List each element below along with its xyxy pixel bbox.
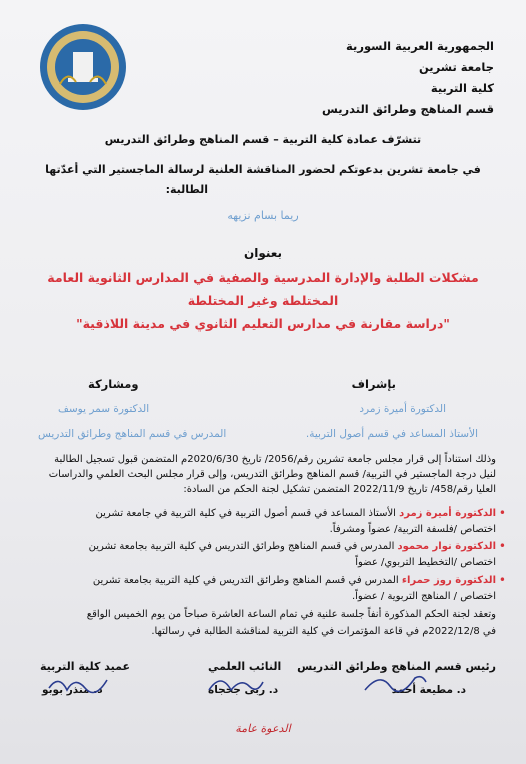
student-label: الطالبة: [165,183,208,196]
signature-name-vice-dean: د. ربى جحجاه [208,684,279,696]
session-line2: في 2022/12/8م في قاعة المؤتمرات في كلية التربية لمناقشة الطالبة في رسالتها. [151,626,496,637]
supervisor-role: الأستاذ المساعد في قسم أصول التربية. [305,428,478,440]
decision-line1: وذلك استناداً إلى قرار مجلس جامعة تشرين رقم/2056/ تاريخ 2020/6/30م المتضمن قبول تسجيل الطالبة [54,454,496,465]
title-label: بعنوان [243,246,283,260]
co-supervisor-name: الدكتورة سمر يوسف [58,403,150,415]
signature-name-department-head: د. مطيعة أحمد [391,684,466,696]
institution-header [284,36,494,120]
member-role: المدرس في قسم المناهج وطرائق التدريس في كلية التربية بجامعة تشرين [92,575,402,586]
honor-line: تتشرّف عمادة كلية التربية – قسم المناهج وطرائق التدريس [104,133,422,146]
footer-note: الدعوة عامة [235,722,291,735]
session-line1: وتعقد لجنة الحكم المذكورة أنفاً جلسة علنية في تمام الساعة العاشرة صباحاً من يوم الخميس الواقع [86,609,496,620]
header-country: الجمهورية العربية السورية [346,39,494,53]
member-specialty: اختصاص /فلسفة التربية/ عضواً ومشرفاً. [329,524,496,535]
thesis-title-line3: "دراسة مقارنة في مدارس التعليم الثانوي في مدينة اللاذقية" [76,316,450,331]
header-department: قسم المناهج وطرائق التدريس [321,102,494,116]
decision-line3: العليا رقم/458/ تاريخ 2022/11/9 المتضمن تشكيل لجنة الحكم من السادة: [183,484,496,495]
signature-title-vice-dean: النائب العلمي [208,660,282,673]
signature-title-department-head: رئيس قسم المناهج وطرائق التدريس [297,660,496,673]
thesis-title-line2: المختلطة وغير المختلطة [187,293,339,308]
bullet-icon: • [498,573,506,587]
university-logo-icon [38,22,128,112]
member-name: الدكتورة أميرة زمرد [399,508,496,519]
member-specialty: اختصاص /التخطيط التربوي/ عضواً [355,557,496,568]
signature-title-dean: عميد كلية التربية [40,660,130,673]
co-supervisor-role: المدرس في قسم المناهج وطرائق التدريس [38,428,227,440]
handwritten-signature-icon [205,670,265,700]
committee-member [24,506,506,538]
member-role: الأستاذ المساعد في قسم أصول التربية في كلية التربية في جامعة تشرين [95,508,400,519]
committee-member [24,539,506,571]
signature-name-dean: د. منذر بوبو [42,684,103,696]
bullet-icon: • [498,506,506,520]
thesis-title-line1: مشكلات الطلبة والإدارة المدرسية والصفية في المدارس الثانوية العامة [47,270,479,285]
decision-line2: لنيل درجة الماجستير في التربية/ قسم المناهج وطرائق التدريس، وإلى قرار مجلس البحث العلمي والدراسات [48,469,496,480]
header-university: جامعة تشرين [418,60,494,74]
header-faculty: كلية التربية [430,81,494,95]
bullet-icon: • [498,539,506,553]
member-specialty: اختصاص / المناهج التربوية / عضواً. [351,591,496,602]
member-name: الدكتورة روز حمراء [401,575,496,586]
member-name: الدكتورة نوار محمود [397,541,496,552]
handwritten-signature-icon [45,670,109,700]
handwritten-signature-icon [360,668,430,698]
committee-member [24,573,506,605]
invite-line: في جامعة تشرين بدعوتكم لحضور المناقشة العلنية لرسالة الماجستير التي أعدّتها [45,163,481,176]
supervisor-heading: بإشراف [351,377,396,391]
supervisor-name: الدكتورة أميرة زمرد [359,403,446,415]
member-role: المدرس في قسم المناهج وطرائق التدريس في كلية التربية بجامعة تشرين [88,541,398,552]
co-supervisor-heading: ومشاركة [88,377,139,391]
student-name: ريما بسام نزيهه [227,209,299,222]
